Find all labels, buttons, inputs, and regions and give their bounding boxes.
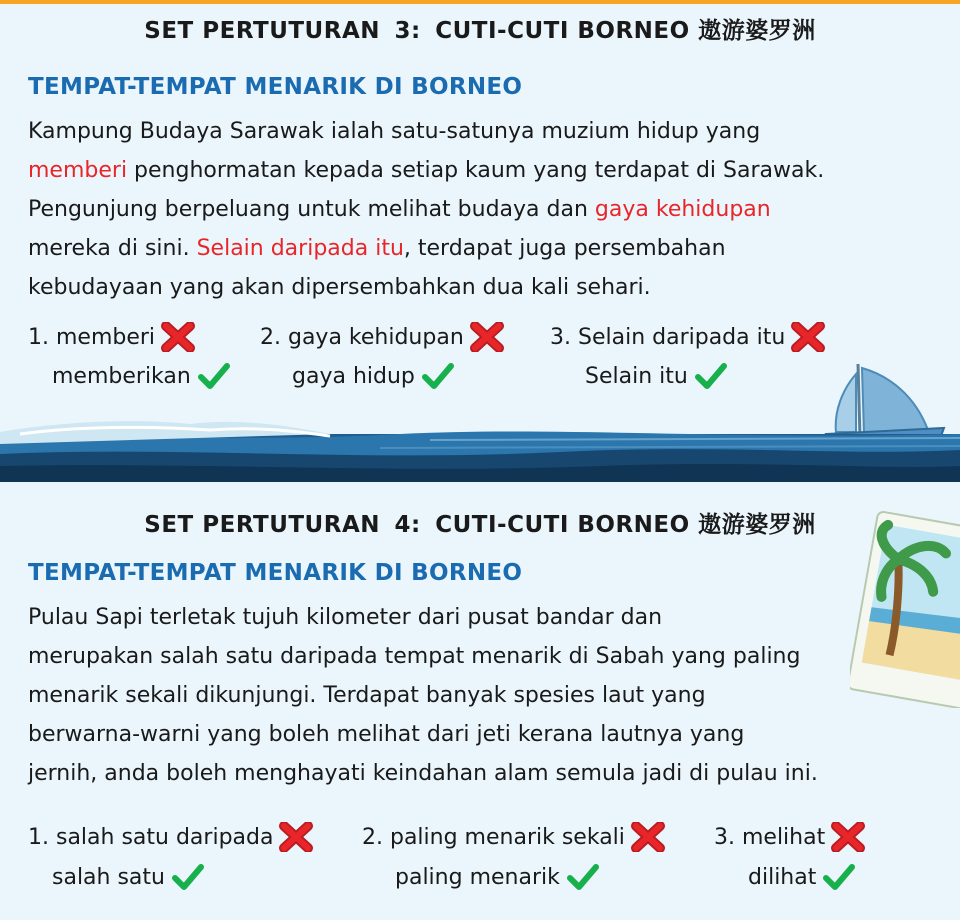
error-highlight: memberi bbox=[28, 158, 128, 183]
set-title-prefix: SET PERTUTURAN bbox=[144, 18, 380, 44]
para-line bbox=[28, 229, 928, 268]
right-phrase: paling menarik bbox=[395, 864, 560, 890]
para-text: penghormatan kepada setiap kaum yang terdapat di Sarawak. bbox=[127, 158, 825, 183]
correction-wrong bbox=[28, 822, 313, 852]
set-title bbox=[0, 506, 960, 539]
correction-wrong bbox=[714, 822, 865, 852]
check-icon bbox=[421, 361, 455, 391]
correction-wrong bbox=[260, 322, 504, 352]
correction-right bbox=[292, 361, 455, 391]
para-line bbox=[28, 190, 928, 229]
para-text: mereka di sini. bbox=[28, 236, 197, 261]
correction-right bbox=[748, 862, 856, 892]
set-title-number: 4: bbox=[394, 512, 421, 538]
set-title-suffix: CUTI-CUTI BORNEO 遨游婆罗洲 bbox=[435, 512, 816, 538]
right-phrase: Selain itu bbox=[585, 363, 688, 389]
section-set-3 bbox=[0, 4, 960, 478]
correction-wrong bbox=[28, 322, 195, 352]
para-line: Kampung Budaya Sarawak ialah satu-satunya muzium hidup yang bbox=[28, 119, 761, 144]
para-text: , terdapat juga persembahan bbox=[403, 236, 726, 261]
cross-icon bbox=[161, 322, 195, 352]
section-heading: TEMPAT-TEMPAT MENARIK DI BORNEO bbox=[28, 560, 523, 586]
error-highlight: gaya kehidupan bbox=[594, 197, 771, 222]
check-icon bbox=[197, 361, 231, 391]
cross-icon bbox=[831, 822, 865, 852]
error-highlight: Selain daripada itu bbox=[196, 236, 404, 261]
right-phrase: salah satu bbox=[52, 864, 165, 890]
set-title-prefix: SET PERTUTURAN bbox=[144, 512, 380, 538]
section-heading: TEMPAT-TEMPAT MENARIK DI BORNEO bbox=[28, 74, 523, 100]
check-icon bbox=[694, 361, 728, 391]
para-text: Pengunjung berpeluang untuk melihat budaya dan bbox=[28, 197, 595, 222]
set-title bbox=[0, 12, 960, 45]
para-line: menarik sekali dikunjungi. Terdapat banyak spesies laut yang bbox=[28, 683, 706, 708]
correction-wrong bbox=[362, 822, 665, 852]
right-phrase: dilihat bbox=[748, 864, 817, 890]
paragraph bbox=[28, 112, 928, 307]
wrong-phrase: 3. melihat bbox=[714, 824, 826, 850]
correction-right bbox=[52, 361, 231, 391]
cross-icon bbox=[470, 322, 504, 352]
wrong-phrase: 2. gaya kehidupan bbox=[260, 324, 464, 350]
para-line: jernih, anda boleh menghayati keindahan alam semula jadi di pulau ini. bbox=[28, 761, 818, 786]
wrong-phrase: 2. paling menarik sekali bbox=[362, 824, 625, 850]
set-title-suffix: CUTI-CUTI BORNEO 遨游婆罗洲 bbox=[435, 18, 816, 44]
right-phrase: memberikan bbox=[52, 363, 191, 389]
cross-icon bbox=[791, 322, 825, 352]
set-title-number: 3: bbox=[394, 18, 421, 44]
correction-right bbox=[52, 862, 205, 892]
para-line: berwarna-warni yang boleh melihat dari jeti kerana lautnya yang bbox=[28, 722, 745, 747]
correction-right bbox=[395, 862, 600, 892]
check-icon bbox=[171, 862, 205, 892]
para-line: kebudayaan yang akan dipersembahkan dua kali sehari. bbox=[28, 275, 651, 300]
correction-right bbox=[585, 361, 728, 391]
paragraph bbox=[28, 598, 928, 793]
right-phrase: gaya hidup bbox=[292, 363, 415, 389]
para-line: merupakan salah satu daripada tempat menarik di Sabah yang paling bbox=[28, 644, 801, 669]
sea-wave-illustration bbox=[0, 404, 960, 482]
check-icon bbox=[566, 862, 600, 892]
cross-icon bbox=[631, 822, 665, 852]
section-set-4 bbox=[0, 478, 960, 920]
wrong-phrase: 1. salah satu daripada bbox=[28, 824, 274, 850]
cross-icon bbox=[279, 822, 313, 852]
wrong-phrase: 3. Selain daripada itu bbox=[550, 324, 786, 350]
wrong-phrase: 1. memberi bbox=[28, 324, 156, 350]
para-line bbox=[28, 151, 928, 190]
check-icon bbox=[822, 862, 856, 892]
correction-wrong bbox=[550, 322, 825, 352]
para-line: Pulau Sapi terletak tujuh kilometer dari pusat bandar dan bbox=[28, 605, 663, 630]
